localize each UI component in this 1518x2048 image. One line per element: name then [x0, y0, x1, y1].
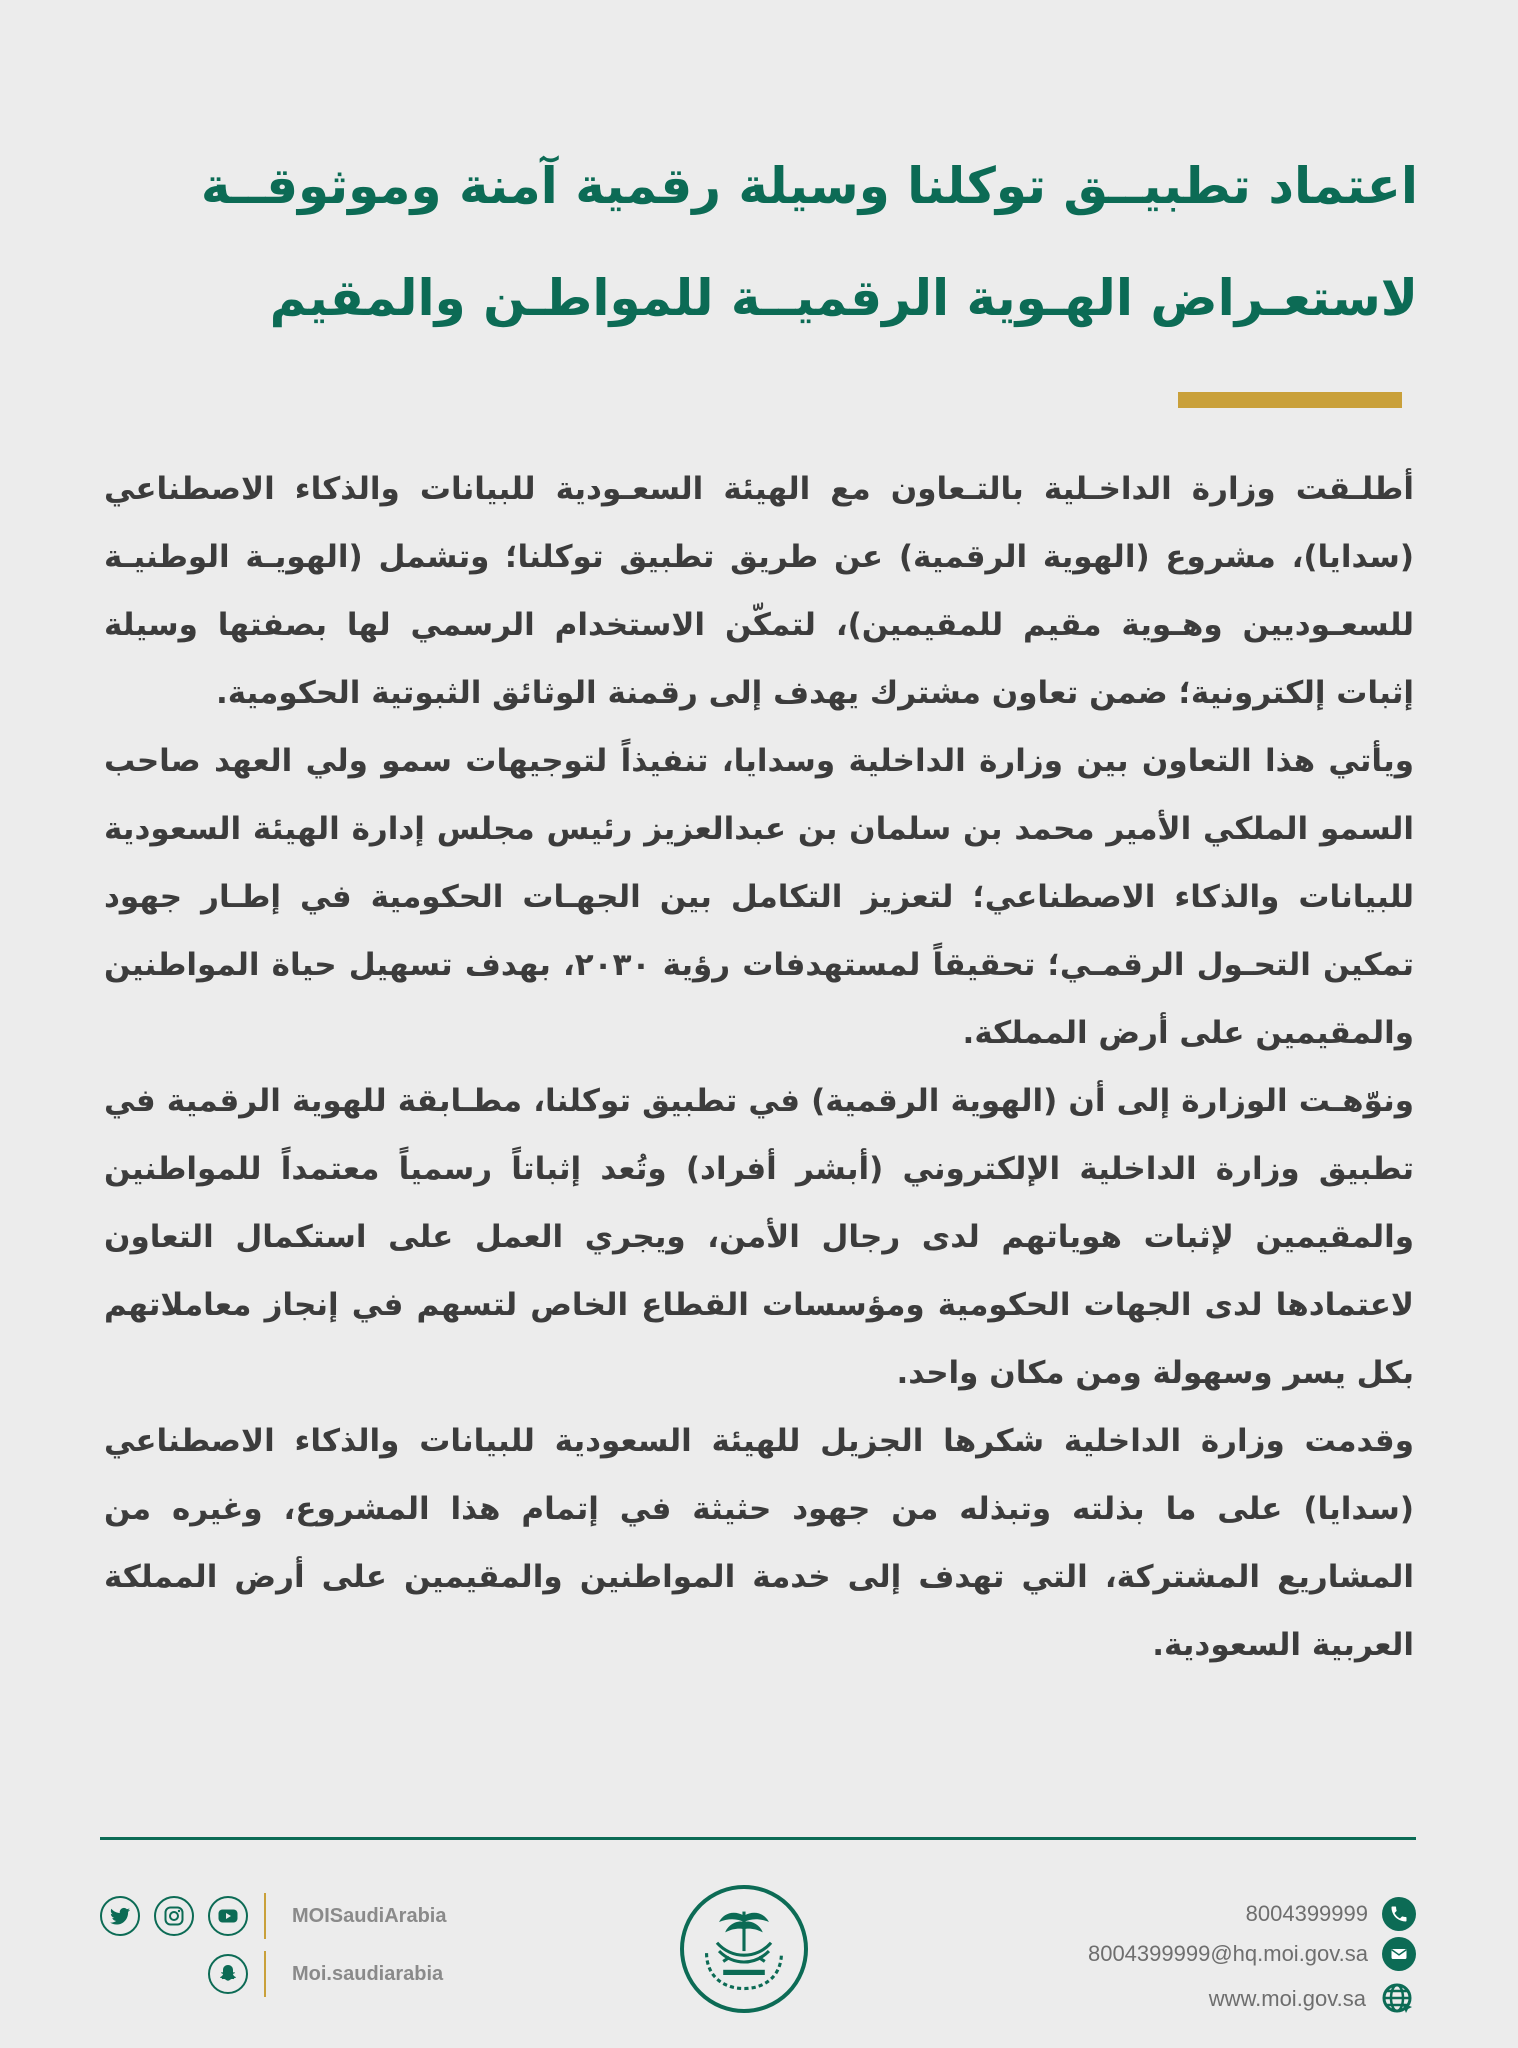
snapchat-icon[interactable] — [208, 1954, 248, 1994]
instagram-icon[interactable] — [154, 1896, 194, 1936]
social-separator — [264, 1893, 266, 1939]
paragraph-4: وقدمت وزارة الداخلية شكرها الجزيل للهيئة السعودية للبيانات والذكاء الاصطناعي (سدايا) على ما بذلته وتبذله من جهود حثيثة في إتمام هذا المشروع، وغيره من المشاريع المشتركة، التي تهدف إلى خدمة المواطنين والمقيمين على أرض المملكة العربية السعودية. — [104, 1423, 1414, 1663]
moi-emblem-logo — [680, 1885, 808, 2013]
social-separator-2 — [264, 1951, 266, 1997]
globe-icon — [1380, 1981, 1416, 2017]
page-title — [100, 130, 1418, 354]
paragraph-3: ونوّهـت الوزارة إلى أن (الهوية الرقمية) في تطبيق توكلنا، مطـابقة للهوية الرقمية في تطبيق وزارة الداخلية الإلكتروني (أبشر أفراد) وتُعد إثباتاً رسمياً معتمداً للمواطنين والمقيمين لإثبات هوياتهم لدى رجال الأمن، ويجري العمل على استكمال التعاون لاعتمادها لدى الجهات الحكومية ومؤسسات القطاع الخاص لتسهم في إنجاز معاملاتهم بكل يسر وسهولة ومن مكان واحد. — [104, 1083, 1414, 1391]
website-url[interactable]: www.moi.gov.sa — [1208, 1986, 1366, 2011]
social-row-secondary — [208, 1951, 443, 1997]
email-icon — [1382, 1937, 1416, 1971]
phone-number[interactable]: 8004399999 — [1245, 1901, 1368, 1926]
article-body — [104, 455, 1414, 1679]
email-address[interactable]: 8004399999@hq.moi.gov.sa — [1087, 1941, 1368, 1966]
phone-icon — [1382, 1897, 1416, 1931]
social-handle-secondary[interactable]: Moi.saudiarabia — [292, 1962, 444, 1985]
paragraph-1: أطلـقت وزارة الداخـلية بالتـعاون مع الهيئة السعـودية للبيانات والذكاء الاصطناعي (سدايا)، مشروع (الهوية الرقمية) عن طريق تطبيق توكلنا؛ وتشمل (الهويـة الوطنيـة للسعـوديين وهـوية مقيم للمقيمين)، لتمكّن الاستخدام الرسمي لها بصفتها وسيلة إثبات إلكترونية؛ ضمن تعاون مشترك يهدف إلى رقمنة الوثائق الثبوتية الحكومية. — [104, 471, 1414, 711]
twitter-icon[interactable] — [100, 1896, 140, 1936]
contact-email[interactable] — [1088, 1937, 1416, 1971]
paragraph-2: ويأتي هذا التعاون بين وزارة الداخلية وسدايا، تنفيذاً لتوجيهات سمو ولي العهد صاحب السمو الملكي الأمير محمد بن سلمان بن عبدالعزيز رئيس مجلس إدارة الهيئة السعودية للبيانات والذكاء الاصطناعي؛ لتعزيز التكامل بين الجهـات الحكومية في إطـار جهود تمكين التحـول الرقمـي؛ تحقيقاً لمستهدفات رؤية ٢٠٣٠، بهدف تسهيل حياة المواطنين والمقيمين على أرض المملكة. — [104, 743, 1414, 1051]
social-handle-primary[interactable]: MOISaudiArabia — [292, 1904, 447, 1927]
title-line-1: اعتماد تطبيــق توكلنا وسيلة رقمية آمنة وموثوقــة — [200, 157, 1418, 215]
title-line-2: لاستعـراض الهـوية الرقميــة للمواطـن والمقيم — [269, 269, 1418, 327]
contact-phone[interactable] — [1246, 1897, 1416, 1931]
title-divider — [1178, 392, 1402, 408]
footer-divider — [100, 1837, 1416, 1840]
youtube-icon[interactable] — [208, 1896, 248, 1936]
social-row-primary — [100, 1893, 446, 1939]
contact-website[interactable] — [1209, 1981, 1416, 2017]
